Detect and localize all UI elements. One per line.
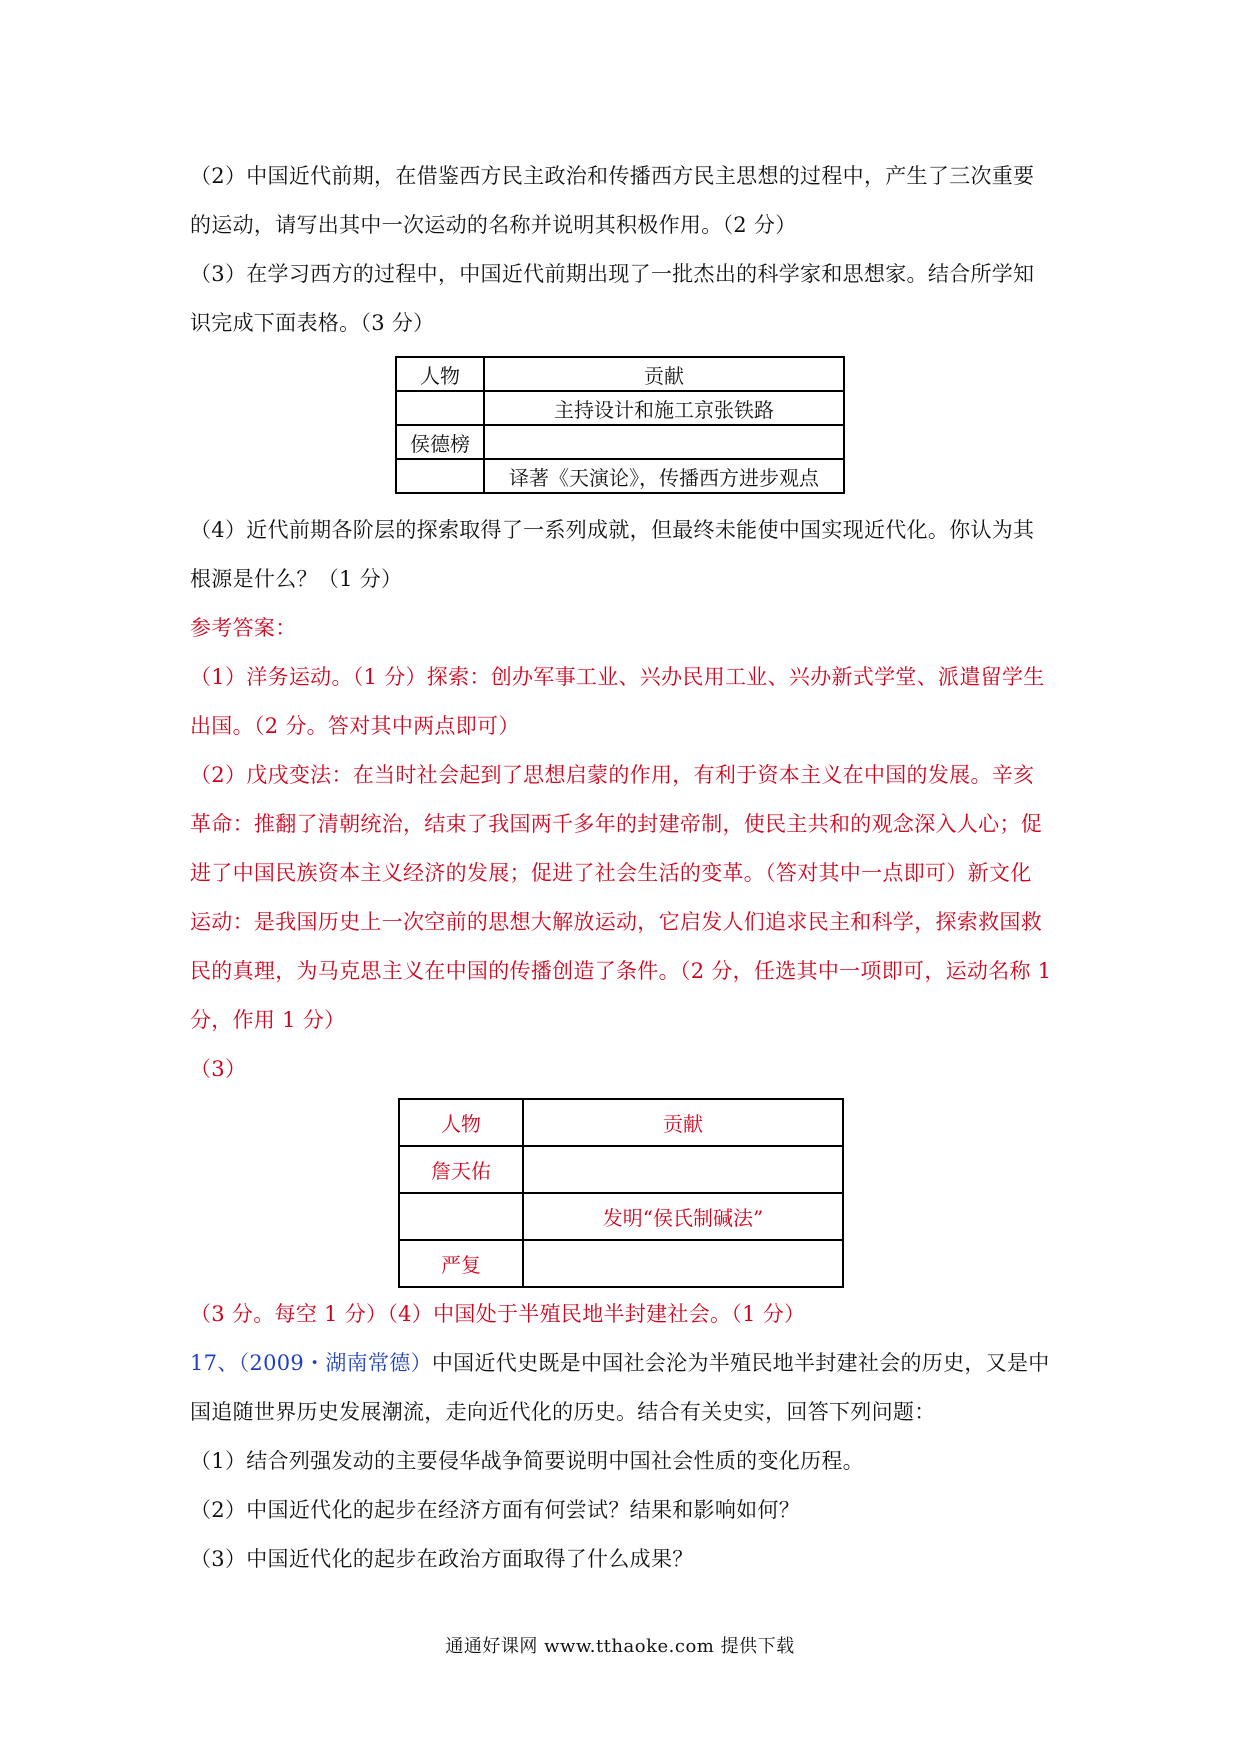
table-cell [399,1193,523,1240]
table-row [396,425,844,459]
question-4-line-2: 根源是什么？（1 分） [190,567,403,591]
question-17-sub-1: （1）结合列强发动的主要侵华战争简要说明中国社会性质的变化历程。 [190,1449,864,1473]
question-17-line-1 [190,1339,1058,1388]
question-17-text: 中国近代史既是中国社会沦为半殖民地半封建社会的历史，又是中 [431,1351,1050,1375]
table-cell [484,425,844,459]
page-content [190,152,1058,1584]
question-17-sub-2: （2）中国近代化的起步在经济方面有何尝试？结果和影响如何？ [190,1498,801,1522]
answer-line: （2）戊戌变法：在当时社会起到了思想启蒙的作用，有利于资本主义在中国的发展。辛亥 [190,763,1035,787]
answer-line: 分，作用 1 分） [190,1008,346,1032]
table-row [399,1146,843,1193]
table-header-cell: 贡献 [523,1099,843,1146]
question-source: （2009・湖南常德） [238,1351,432,1375]
question-2-line-1: （2）中国近代前期，在借鉴西方民主政治和传播西方民主思想的过程中，产生了三次重要 [190,164,1035,188]
question-4-line-1: （4）近代前期各阶层的探索取得了一系列成就，但最终未能使中国实现近代化。你认为其 [190,518,1035,542]
table-cell [396,459,484,493]
answer-line: 出国。（2 分。答对其中两点即可） [190,714,520,738]
table-cell [396,391,484,425]
table-cell: 严复 [399,1240,523,1287]
answer-line: 进了中国民族资本主义经济的发展；促进了社会生活的变革。（答对其中一点即可）新文化 [190,861,1032,885]
answer-table [398,1098,844,1288]
answer-end-line: （3 分。每空 1 分）（4）中国处于半殖民地半封建社会。（1 分） [190,1302,806,1326]
table-cell: 译著《天演论》，传播西方进步观点 [484,459,844,493]
table-cell [523,1240,843,1287]
table-row [399,1240,843,1287]
table-cell: 侯德榜 [396,425,484,459]
question-17-sub-3: （3）中国近代化的起步在政治方面取得了什么成果？ [190,1547,694,1571]
table-header-cell: 贡献 [484,357,844,391]
question-2-line-2: 的运动，请写出其中一次运动的名称并说明其积极作用。（2 分） [190,213,797,237]
question-table [395,356,845,494]
question-3-line-1: （3）在学习西方的过程中，中国近代前期出现了一批杰出的科学家和思想家。结合所学知 [190,262,1035,286]
table-row [399,1193,843,1240]
table-header-row [399,1099,843,1146]
answer-line: 运动：是我国历史上一次空前的思想大解放运动，它启发人们追求民主和科学，探索救国救 [190,910,1042,934]
table-cell: 詹天佑 [399,1146,523,1193]
table-header-cell: 人物 [399,1099,523,1146]
table-cell: 发明“侯氏制碱法” [523,1193,843,1240]
table-row [396,391,844,425]
answer-line: 革命：推翻了清朝统治，结束了我国两千多年的封建帝制，使民主共和的观念深入人心；促 [190,812,1042,836]
question-3-line-2: 识完成下面表格。（3 分） [190,311,435,335]
answer-line: 民的真理，为马克思主义在中国的传播创造了条件。（2 分，任选其中一项即可，运动名称 1 [190,959,1052,983]
answer-heading: 参考答案： [190,616,297,640]
table-row [396,459,844,493]
question-17-line-2: 国追随世界历史发展潮流，走向近代化的历史。结合有关史实，回答下列问题： [190,1400,936,1424]
answer-line: （1）洋务运动。（1 分）探索：创办军事工业、兴办民用工业、兴办新式学堂、派遣留学生 [190,665,1045,689]
table-cell: 主持设计和施工京张铁路 [484,391,844,425]
table-header-row [396,357,844,391]
answer-line: （3） [190,1057,247,1081]
page-footer: 通通好课网 www.tthaoke.com 提供下载 [445,1636,795,1657]
table-header-cell: 人物 [396,357,484,391]
table-cell [523,1146,843,1193]
question-number: 17、 [190,1351,239,1375]
